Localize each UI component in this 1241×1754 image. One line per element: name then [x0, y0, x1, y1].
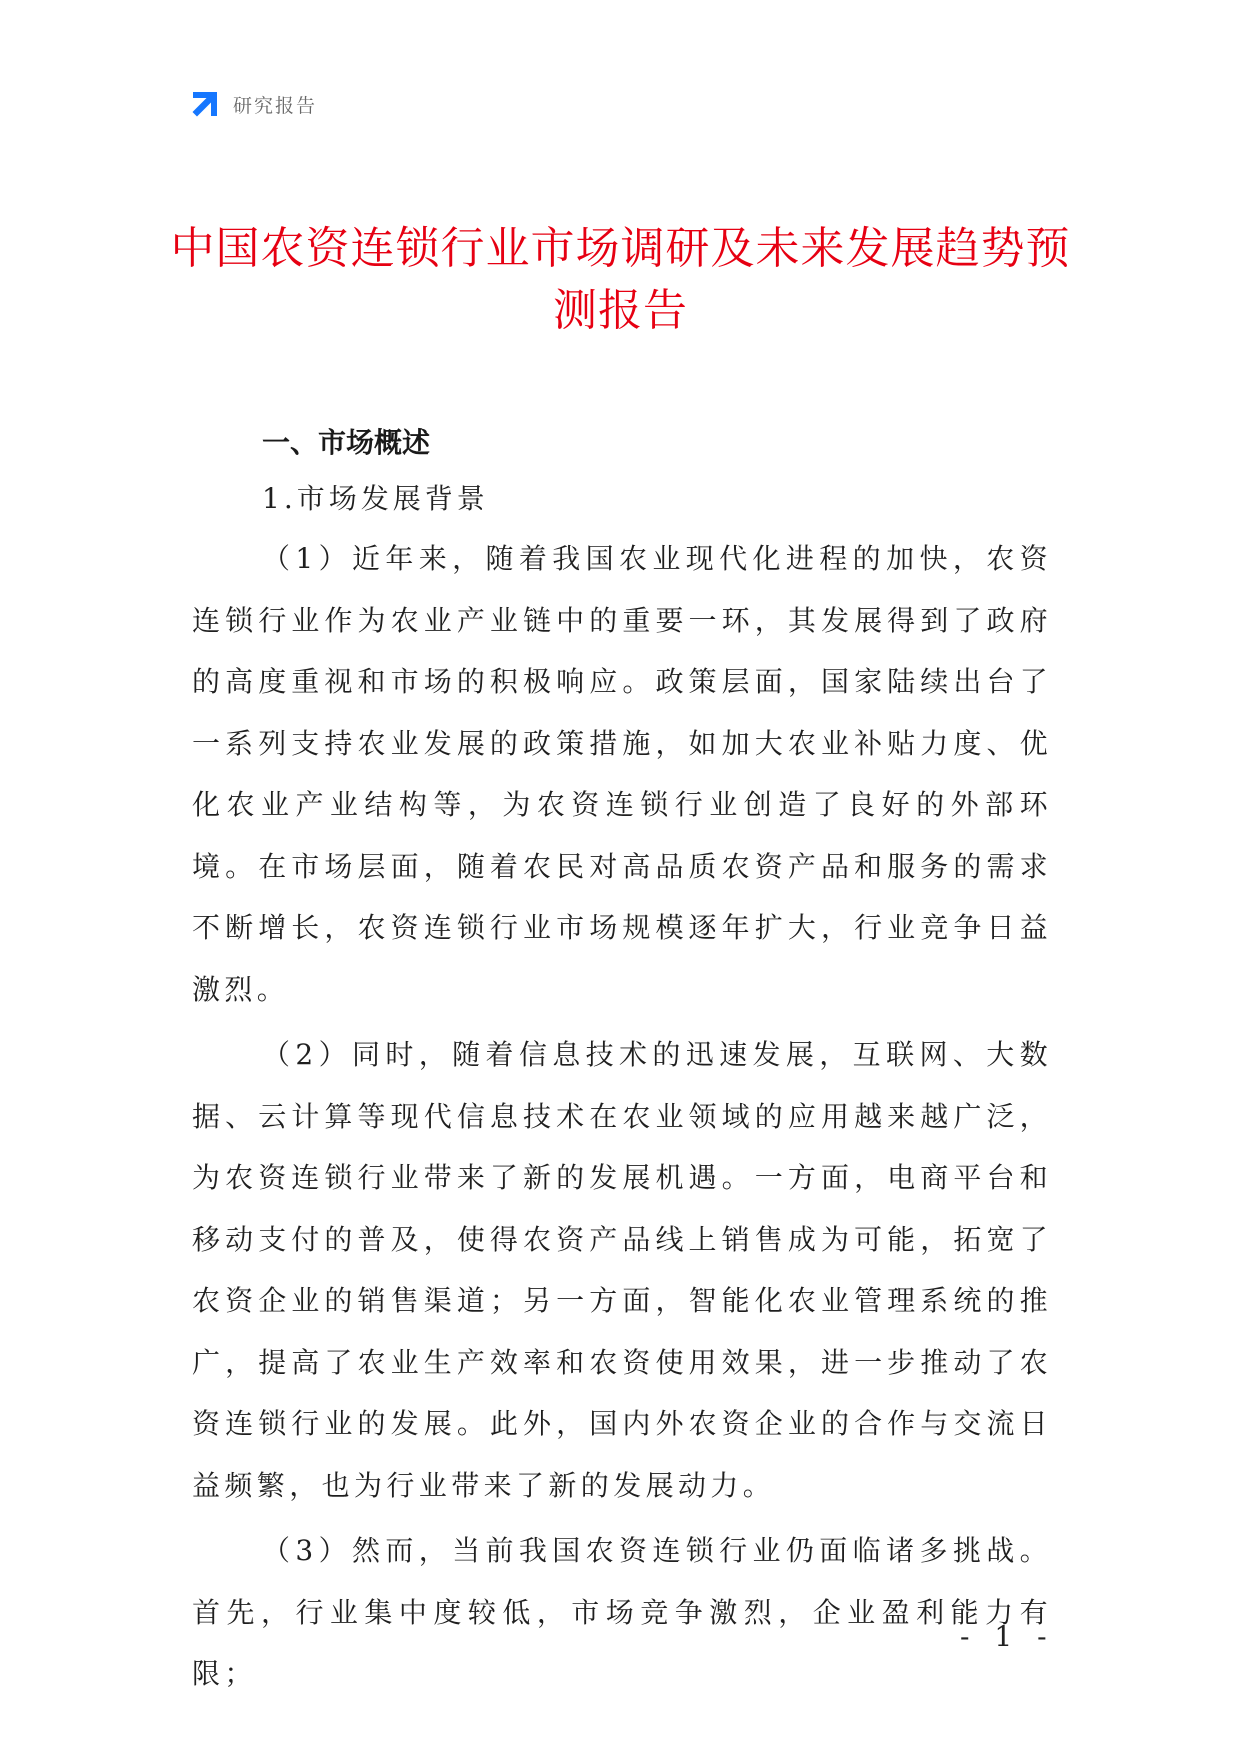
document-title: 中国农资连锁行业市场调研及未来发展趋势预测报告: [170, 223, 1071, 336]
report-header: [189, 88, 317, 120]
paragraph-1: （1）近年来，随着我国农业现代化进程的加快，农资连锁行业作为农业产业链中的重要一环，其发展得到了政府的高度重视和市场的积极响应。政策层面，国家陆续出台了一系列支持农业发展的政策措施，如加大农业补贴力度、优化农业产业结构等，为农资连锁行业创造了良好的外部环境。在市场层面，随着农民对高品质农资产品和服务的需求不断增长，农资连锁行业市场规模逐年扩大，行业竞争日益激烈。: [192, 542, 1052, 1006]
document-body: [192, 418, 1052, 1705]
header-label: 研究报告: [233, 94, 318, 117]
paragraph-3: （3）然而，当前我国农资连锁行业仍面临诸多挑战。首先，行业集中度较低，市场竞争激烈，企业盈利能力有限；: [192, 1534, 1052, 1690]
arrow-logo-icon: [189, 88, 221, 120]
paragraph-2: （2）同时，随着信息技术的迅速发展，互联网、大数据、云计算等现代信息技术在农业领域的应用越来越广泛，为农资连锁行业带来了新的发展机遇。一方面，电商平台和移动支付的普及，使得农资产品线上销售成为可能，拓宽了农资企业的销售渠道；另一方面，智能化农业管理系统的推广，提高了农业生产效率和农资使用效果，进一步推动了农资连锁行业的发展。此外，国内外农资企业的合作与交流日益频繁，也为行业带来了新的发展动力。: [192, 1038, 1052, 1502]
page-number: - 1 -: [960, 1620, 1055, 1653]
section-subheading: 1.市场发展背景: [262, 482, 489, 515]
section-heading: 一、市场概述: [262, 426, 431, 459]
